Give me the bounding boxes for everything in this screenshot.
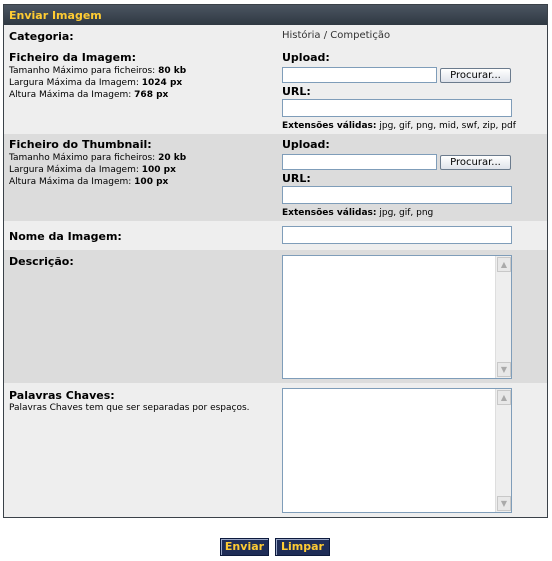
categoria-row — [4, 25, 547, 47]
nome-row — [4, 221, 547, 250]
scroll-up-icon[interactable]: ▲ — [497, 257, 511, 272]
image-upload-label: Upload: — [282, 51, 330, 64]
thumb-max-size-label: Tamanho Máximo para ficheiros: — [9, 153, 156, 163]
image-max-size-value: 80 kb — [158, 66, 187, 76]
categoria-value: História / Competição — [282, 30, 391, 41]
thumb-browse-button[interactable]: Procurar... — [440, 155, 511, 170]
image-ext-label: Extensões válidas: — [282, 121, 377, 131]
categoria-label: Categoria: — [9, 30, 74, 43]
nome-input[interactable] — [282, 226, 512, 244]
image-file-label: Ficheiro da Imagem: — [9, 51, 136, 64]
thumb-max-height-label: Altura Máxima da Imagem: — [9, 177, 132, 187]
descricao-row — [4, 250, 547, 383]
form-title: Enviar Imagem — [9, 9, 102, 22]
thumb-max-height-value: 100 px — [134, 177, 169, 187]
thumb-upload-input[interactable] — [282, 154, 437, 170]
thumb-extensions — [282, 208, 433, 218]
scroll-down-icon[interactable]: ▼ — [497, 362, 511, 377]
image-max-width-label: Largura Máxima da Imagem: — [9, 78, 139, 88]
image-max-height-label: Altura Máxima da Imagem: — [9, 90, 132, 100]
palavras-scrollbar[interactable] — [495, 389, 511, 512]
image-max-height-value: 768 px — [134, 90, 169, 100]
reset-button[interactable]: Limpar — [275, 538, 330, 556]
thumb-file-row — [4, 134, 547, 221]
palavras-hint: Palavras Chaves tem que ser separadas por espaços. — [9, 403, 250, 413]
submit-button[interactable]: Enviar — [220, 538, 269, 556]
palavras-textarea[interactable] — [282, 388, 512, 513]
scroll-down-icon[interactable]: ▼ — [497, 496, 511, 511]
upload-form-panel — [3, 4, 548, 518]
descricao-textarea[interactable] — [282, 255, 512, 379]
image-upload-input[interactable] — [282, 67, 437, 83]
nome-label: Nome da Imagem: — [9, 230, 122, 243]
form-header — [4, 5, 547, 25]
image-max-size-label: Tamanho Máximo para ficheiros: — [9, 66, 156, 76]
thumb-url-input[interactable] — [282, 186, 512, 204]
thumb-ext-value: jpg, gif, png — [379, 208, 434, 218]
thumb-file-label: Ficheiro do Thumbnail: — [9, 138, 152, 151]
thumb-max-width-label: Largura Máxima da Imagem: — [9, 165, 139, 175]
palavras-label: Palavras Chaves: — [9, 389, 115, 402]
image-url-label: URL: — [282, 85, 311, 98]
image-extensions — [282, 121, 516, 131]
image-file-limits — [9, 65, 186, 101]
palavras-row — [4, 383, 547, 517]
image-browse-button[interactable]: Procurar... — [440, 68, 511, 83]
image-url-input[interactable] — [282, 99, 512, 117]
descricao-scrollbar[interactable] — [495, 256, 511, 378]
thumb-max-width-value: 100 px — [141, 165, 176, 175]
image-ext-value: jpg, gif, png, mid, swf, zip, pdf — [379, 121, 516, 131]
thumb-upload-label: Upload: — [282, 138, 330, 151]
descricao-label: Descrição: — [9, 255, 74, 268]
thumb-max-size-value: 20 kb — [158, 153, 187, 163]
thumb-file-limits — [9, 152, 186, 188]
scroll-up-icon[interactable]: ▲ — [497, 390, 511, 405]
thumb-ext-label: Extensões válidas: — [282, 208, 377, 218]
image-file-row — [4, 47, 547, 134]
image-max-width-value: 1024 px — [141, 78, 183, 88]
thumb-url-label: URL: — [282, 172, 311, 185]
